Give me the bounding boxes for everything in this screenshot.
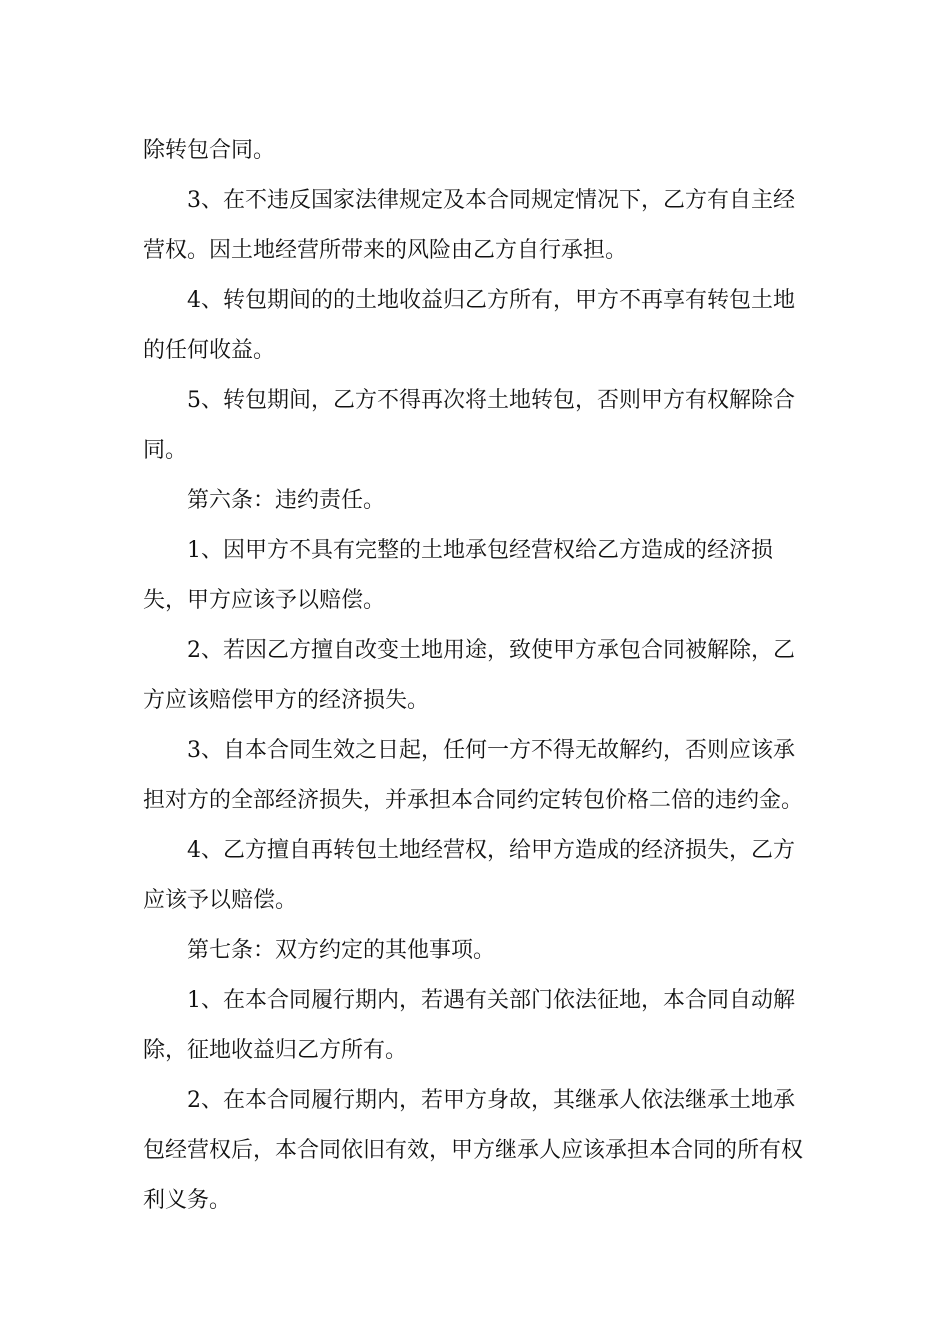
article-7-heading: 第七条：双方约定的其他事项。	[187, 938, 496, 963]
paragraph-clause-6-1: 1、因甲方不具有完整的土地承包经营权给乙方造成的经济损失，甲方应该予以赔偿。	[143, 538, 773, 613]
paragraph-clause-6-4: 4、乙方擅自再转包土地经营权，给甲方造成的经济损失，乙方应该予以赔偿。	[143, 838, 795, 913]
article-6-heading: 第六条：违约责任。	[187, 488, 386, 513]
document-body	[143, 126, 813, 1226]
paragraph-clause-5-5: 5、转包期间，乙方不得再次将土地转包，否则甲方有权解除合同。	[143, 388, 795, 463]
paragraph-clause-6-3: 3、自本合同生效之日起，任何一方不得无故解约，否则应该承担对方的全部经济损失，并承担本合同约定转包价格二倍的违约金。	[143, 738, 804, 813]
paragraph-clause-6-2: 2、若因乙方擅自改变土地用途，致使甲方承包合同被解除，乙方应该赔偿甲方的经济损失。	[143, 638, 795, 713]
paragraph-continuation: 除转包合同。	[143, 138, 276, 163]
paragraph-clause-5-4: 4、转包期间的的土地收益归乙方所有，甲方不再享有转包土地的任何收益。	[143, 288, 795, 363]
paragraph-clause-5-3: 3、在不违反国家法律规定及本合同规定情况下，乙方有自主经营权。因土地经营所带来的风险由乙方自行承担。	[143, 188, 795, 263]
paragraph-clause-7-1: 1、在本合同履行期内，若遇有关部门依法征地，本合同自动解除，征地收益归乙方所有。	[143, 988, 795, 1063]
paragraph-clause-7-2: 2、在本合同履行期内，若甲方身故，其继承人依法继承土地承包经营权后，本合同依旧有效，甲方继承人应该承担本合同的所有权利义务。	[143, 1088, 804, 1213]
